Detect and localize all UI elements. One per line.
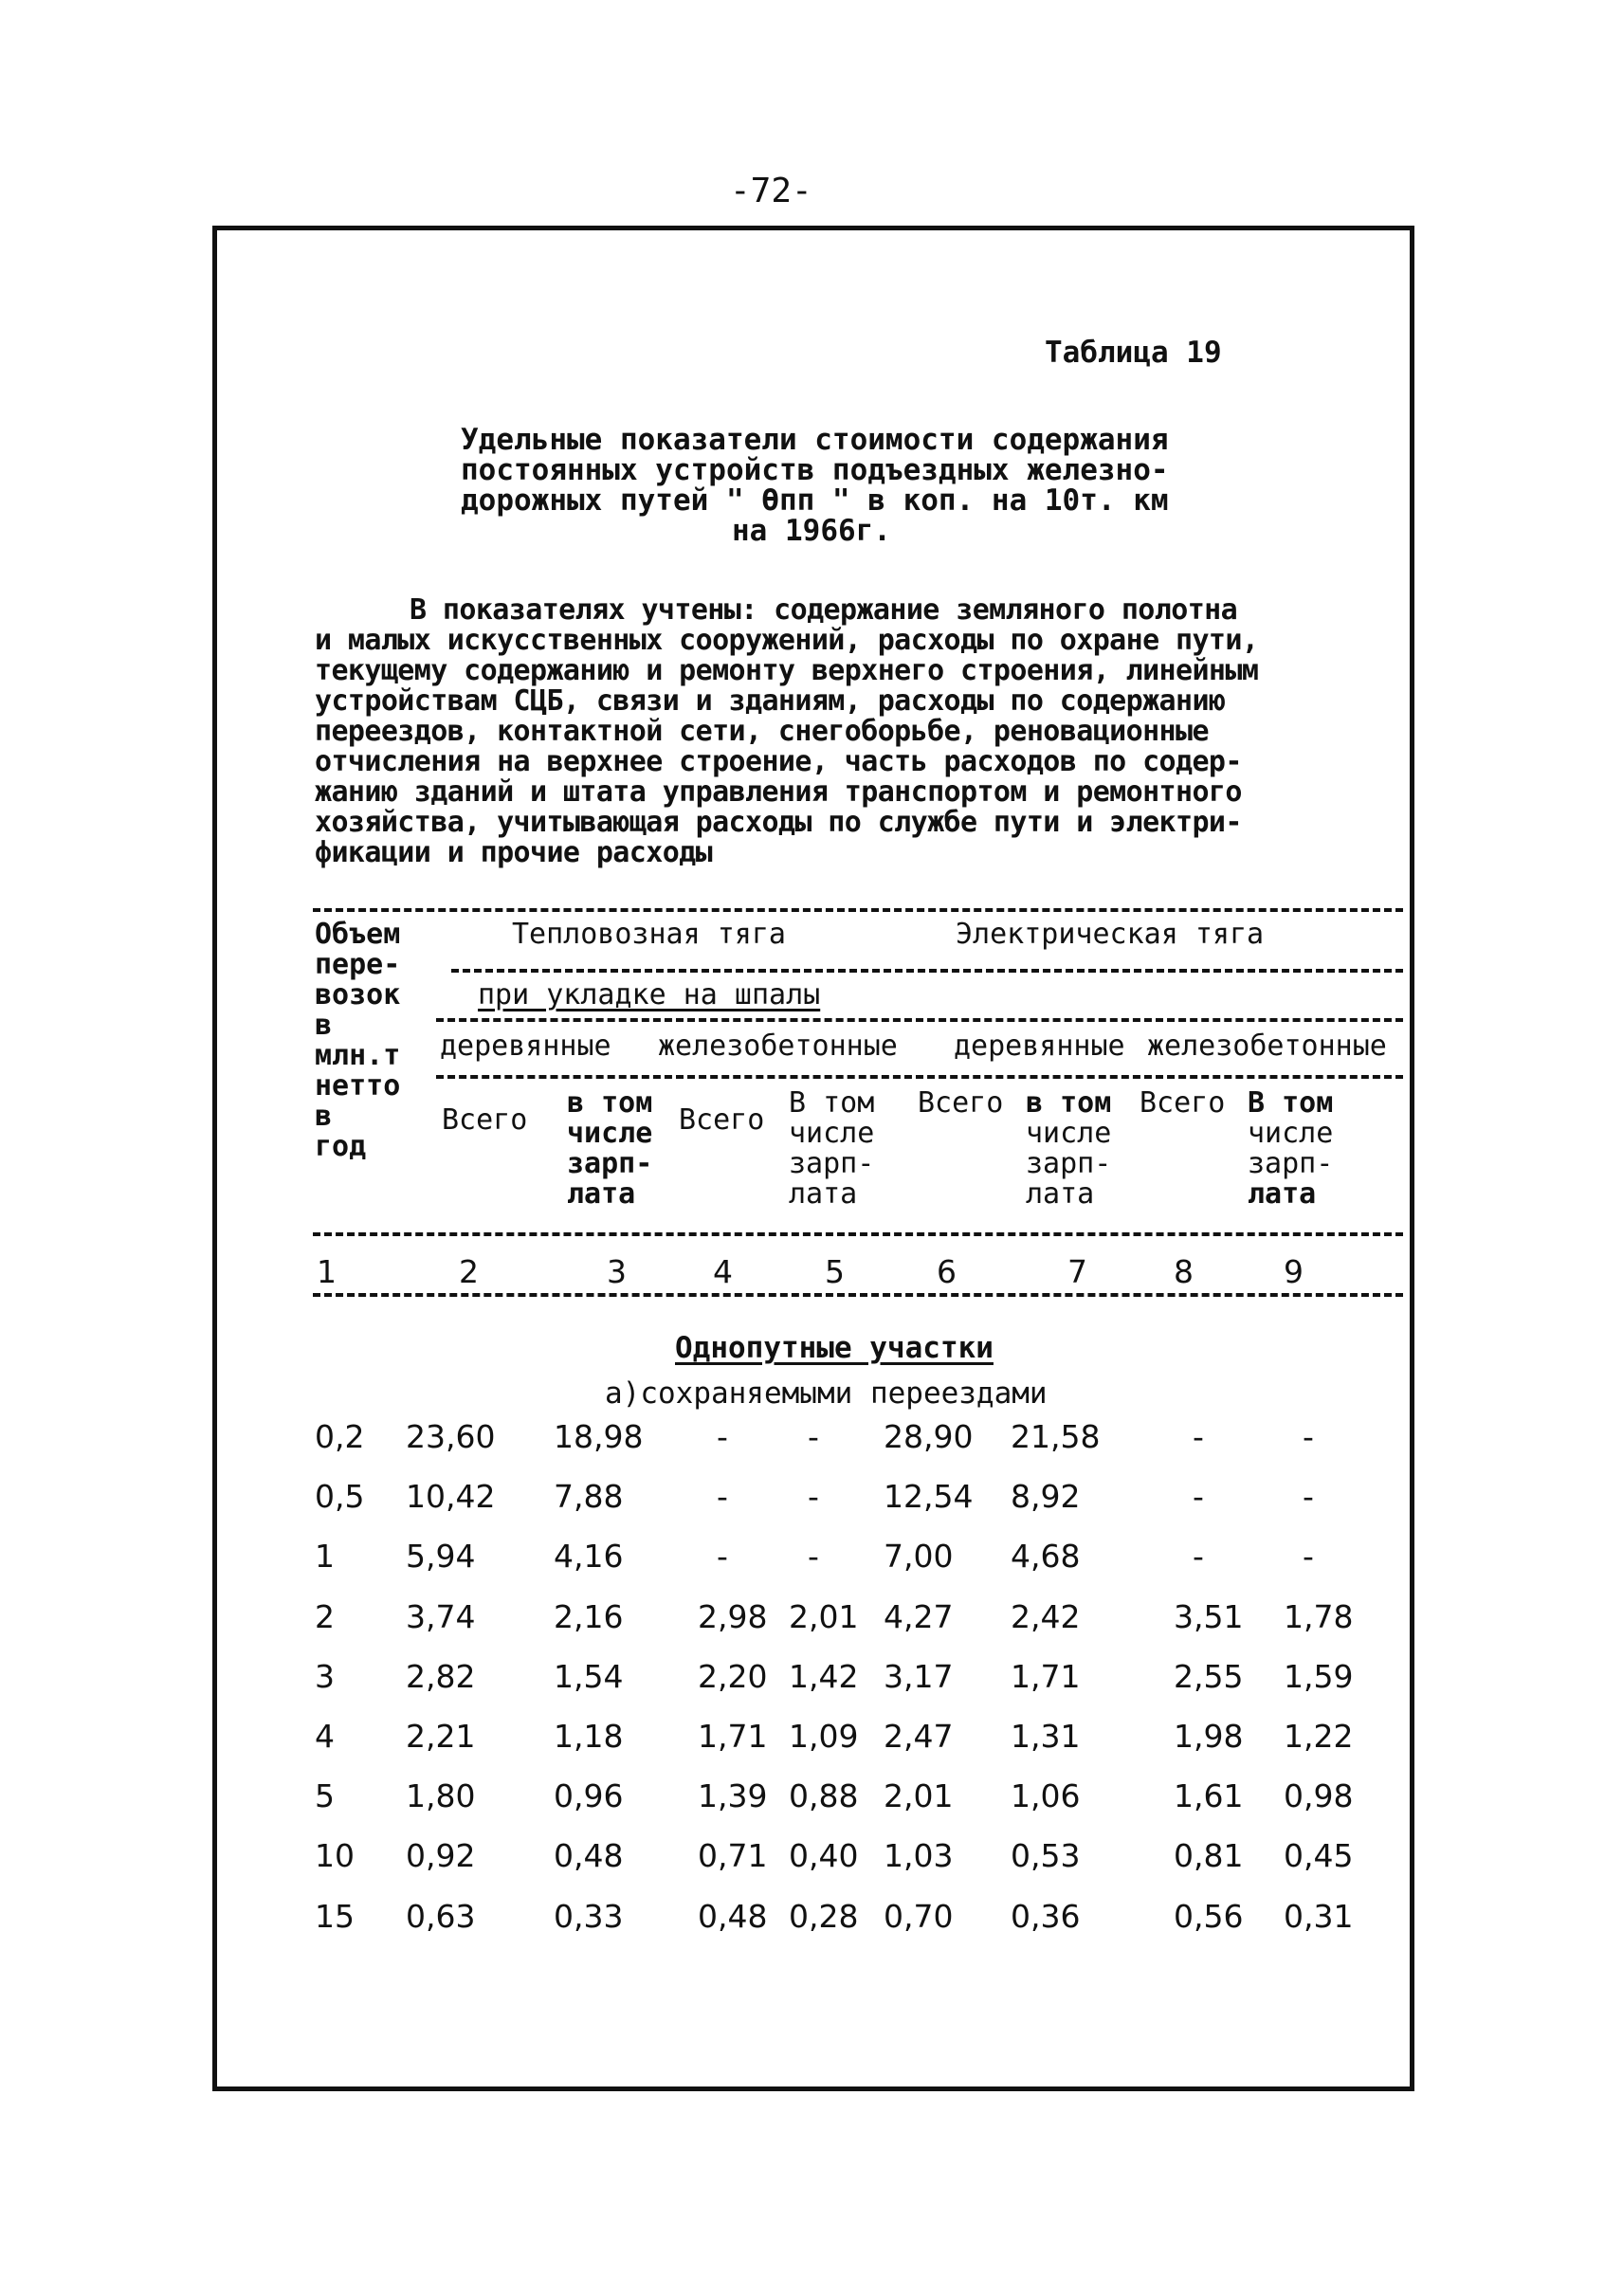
header-incl-line: в том bbox=[1026, 1086, 1112, 1120]
row-value-cell: 4,16 bbox=[554, 1538, 624, 1576]
row-value-cell: 0,81 bbox=[1174, 1837, 1244, 1875]
header-total: Всего bbox=[1140, 1086, 1226, 1120]
header-first-col-line: нетто bbox=[315, 1069, 401, 1102]
row-value-cell: 2,20 bbox=[698, 1657, 768, 1695]
column-number: 8 bbox=[1174, 1253, 1194, 1290]
table-label: Таблица 19 bbox=[1045, 336, 1222, 370]
header-thermal-traction: Тепловозная тяга bbox=[512, 918, 786, 951]
row-value-cell: - bbox=[1303, 1538, 1314, 1576]
row-value-cell: 10,42 bbox=[406, 1478, 496, 1516]
row-value-cell: 0,96 bbox=[554, 1777, 624, 1815]
row-value-cell: 2,01 bbox=[789, 1597, 859, 1635]
header-sleepers: при укладке на шпалы bbox=[478, 978, 821, 1011]
row-value-cell: 4,27 bbox=[884, 1597, 954, 1635]
row-value-cell: 1,39 bbox=[698, 1777, 768, 1815]
header-rule-top bbox=[313, 908, 1403, 912]
column-number: 7 bbox=[1067, 1253, 1087, 1290]
row-value-cell: - bbox=[808, 1478, 819, 1516]
row-value-cell: 1,61 bbox=[1174, 1777, 1244, 1815]
row-value-cell: 1,18 bbox=[554, 1718, 624, 1755]
intro-line: В показателях учтены: содержание земляного полотна bbox=[410, 593, 1238, 627]
row-value-cell: - bbox=[808, 1538, 819, 1576]
row-value-cell: - bbox=[1303, 1418, 1314, 1455]
header-first-col-line: в bbox=[315, 1009, 333, 1042]
header-first-col-line: млн.т bbox=[315, 1039, 401, 1072]
column-number: 4 bbox=[713, 1253, 733, 1290]
header-incl-line: лата bbox=[567, 1177, 636, 1211]
row-volume-cell: 1 bbox=[315, 1538, 335, 1576]
intro-line: переездов, контактной сети, снегоборьбе, реновационные bbox=[315, 715, 1209, 748]
row-value-cell: 1,22 bbox=[1284, 1718, 1354, 1755]
title-line: постоянных устройств подъездных железно- bbox=[461, 453, 1169, 487]
header-incl-line: лата bbox=[1026, 1177, 1095, 1211]
header-total: Всего bbox=[679, 1103, 765, 1137]
row-value-cell: 0,48 bbox=[554, 1837, 624, 1875]
column-number: 2 bbox=[459, 1253, 479, 1290]
row-value-cell: 0,45 bbox=[1284, 1837, 1354, 1875]
column-number: 6 bbox=[937, 1253, 957, 1290]
row-value-cell: 2,98 bbox=[698, 1597, 768, 1635]
row-value-cell: 7,00 bbox=[884, 1538, 954, 1576]
row-value-cell: 0,98 bbox=[1284, 1777, 1354, 1815]
row-value-cell: 23,60 bbox=[406, 1418, 496, 1455]
row-value-cell: 1,71 bbox=[1011, 1657, 1081, 1695]
title-line: на 1966г. bbox=[732, 514, 891, 548]
row-value-cell: 0,70 bbox=[884, 1897, 954, 1935]
row-value-cell: - bbox=[1193, 1418, 1204, 1455]
row-value-cell: 1,03 bbox=[884, 1837, 954, 1875]
header-incl-line: зарп- bbox=[1026, 1147, 1112, 1180]
page-number: -72- bbox=[730, 172, 812, 210]
header-concrete-thermal: железобетонные bbox=[658, 1030, 898, 1063]
intro-line: жанию зданий и штата управления транспортом и ремонтного bbox=[315, 775, 1242, 809]
column-numbers-rule bbox=[313, 1293, 1403, 1297]
header-rule-sleepers bbox=[436, 1018, 1403, 1022]
row-value-cell: 1,59 bbox=[1284, 1657, 1354, 1695]
row-value-cell: 2,42 bbox=[1011, 1597, 1081, 1635]
row-value-cell: 1,71 bbox=[698, 1718, 768, 1755]
row-value-cell: 0,33 bbox=[554, 1897, 624, 1935]
header-incl-line: зарп- bbox=[1248, 1147, 1334, 1180]
intro-line: устройствам СЦБ, связи и зданиям, расходы по содержанию bbox=[315, 684, 1226, 718]
row-value-cell: 0,88 bbox=[789, 1777, 859, 1815]
row-value-cell: - bbox=[1303, 1478, 1314, 1516]
header-incl-line: числе bbox=[1248, 1117, 1334, 1150]
row-value-cell: 21,58 bbox=[1011, 1418, 1101, 1455]
row-value-cell: - bbox=[808, 1418, 819, 1455]
row-value-cell: 18,98 bbox=[554, 1418, 644, 1455]
title-line: дорожных путей " Ɵпп " в коп. на 10т. км bbox=[461, 483, 1169, 518]
column-number: 1 bbox=[317, 1253, 337, 1290]
column-number: 3 bbox=[607, 1253, 627, 1290]
row-value-cell: 0,53 bbox=[1011, 1837, 1081, 1875]
row-volume-cell: 2 bbox=[315, 1597, 335, 1635]
row-volume-cell: 4 bbox=[315, 1718, 335, 1755]
row-value-cell: 2,55 bbox=[1174, 1657, 1244, 1695]
row-value-cell: 2,21 bbox=[406, 1718, 476, 1755]
row-value-cell: 1,80 bbox=[406, 1777, 476, 1815]
header-incl-line: зарп- bbox=[567, 1147, 653, 1180]
row-value-cell: 0,28 bbox=[789, 1897, 859, 1935]
row-value-cell: 7,88 bbox=[554, 1478, 624, 1516]
header-first-col-line: Объем bbox=[315, 918, 401, 951]
row-value-cell: 2,82 bbox=[406, 1657, 476, 1695]
header-rule-types bbox=[436, 1075, 1403, 1079]
header-incl-line: в том bbox=[567, 1086, 653, 1120]
row-volume-cell: 0,2 bbox=[315, 1418, 365, 1455]
row-volume-cell: 3 bbox=[315, 1657, 335, 1695]
intro-line: фикации и прочие расходы bbox=[315, 836, 713, 869]
header-incl-line: В том bbox=[1248, 1086, 1334, 1120]
row-value-cell: - bbox=[1193, 1478, 1204, 1516]
row-value-cell: 0,92 bbox=[406, 1837, 476, 1875]
row-value-cell: 2,16 bbox=[554, 1597, 624, 1635]
column-number: 9 bbox=[1284, 1253, 1304, 1290]
row-value-cell: 0,63 bbox=[406, 1897, 476, 1935]
row-value-cell: - bbox=[717, 1418, 728, 1455]
row-value-cell: 3,74 bbox=[406, 1597, 476, 1635]
row-value-cell: 0,71 bbox=[698, 1837, 768, 1875]
row-value-cell: 2,47 bbox=[884, 1718, 954, 1755]
subsection-title: а)сохраняемыми переездами bbox=[605, 1376, 1048, 1411]
row-volume-cell: 5 bbox=[315, 1777, 335, 1815]
header-incl-line: числе bbox=[567, 1117, 653, 1150]
header-incl-line: В том bbox=[789, 1086, 875, 1120]
header-incl-line: лата bbox=[789, 1177, 858, 1211]
row-value-cell: 0,31 bbox=[1284, 1897, 1354, 1935]
row-value-cell: 0,56 bbox=[1174, 1897, 1244, 1935]
row-value-cell: 12,54 bbox=[884, 1478, 974, 1516]
row-value-cell: 28,90 bbox=[884, 1418, 974, 1455]
header-wood-electric: деревянные bbox=[954, 1030, 1125, 1063]
row-value-cell: 1,42 bbox=[789, 1657, 859, 1695]
row-value-cell: 1,31 bbox=[1011, 1718, 1081, 1755]
row-value-cell: 0,40 bbox=[789, 1837, 859, 1875]
row-value-cell: 1,54 bbox=[554, 1657, 624, 1695]
intro-line: текущему содержанию и ремонту верхнего строения, линейным bbox=[315, 654, 1259, 687]
row-volume-cell: 10 bbox=[315, 1837, 355, 1875]
row-value-cell: 0,36 bbox=[1011, 1897, 1081, 1935]
row-value-cell: - bbox=[717, 1538, 728, 1576]
header-total: Всего bbox=[918, 1086, 1004, 1120]
row-value-cell: 1,06 bbox=[1011, 1777, 1081, 1815]
section-title: Однопутные участки bbox=[675, 1331, 994, 1365]
row-value-cell: 4,68 bbox=[1011, 1538, 1081, 1576]
header-incl-line: зарп- bbox=[789, 1147, 875, 1180]
row-value-cell: - bbox=[1193, 1538, 1204, 1576]
intro-line: хозяйства, учитывающая расходы по службе пути и электри- bbox=[315, 806, 1242, 839]
row-value-cell: 2,01 bbox=[884, 1777, 954, 1815]
intro-line: отчисления на верхнее строение, часть расходов по содер- bbox=[315, 745, 1242, 778]
row-volume-cell: 15 bbox=[315, 1897, 355, 1935]
row-value-cell: 3,51 bbox=[1174, 1597, 1244, 1635]
header-rule-traction bbox=[451, 969, 1403, 973]
title-line: Удельные показатели стоимости содержания bbox=[461, 423, 1169, 457]
row-value-cell: 1,78 bbox=[1284, 1597, 1354, 1635]
header-incl-line: числе bbox=[1026, 1117, 1112, 1150]
header-rule-bottom bbox=[313, 1232, 1403, 1236]
header-electric-traction: Электрическая тяга bbox=[956, 918, 1265, 951]
header-first-col-line: в bbox=[315, 1100, 333, 1133]
column-number: 5 bbox=[825, 1253, 845, 1290]
header-first-col-line: год bbox=[315, 1130, 367, 1163]
header-first-col-line: возок bbox=[315, 978, 401, 1011]
row-value-cell: 8,92 bbox=[1011, 1478, 1081, 1516]
header-concrete-electric: железобетонные bbox=[1147, 1030, 1387, 1063]
intro-line: и малых искусственных сооружений, расходы по охране пути, bbox=[315, 624, 1259, 657]
row-value-cell: - bbox=[717, 1478, 728, 1516]
row-value-cell: 3,17 bbox=[884, 1657, 954, 1695]
header-first-col-line: пере- bbox=[315, 948, 401, 981]
header-total: Всего bbox=[442, 1103, 528, 1137]
row-value-cell: 1,98 bbox=[1174, 1718, 1244, 1755]
row-value-cell: 5,94 bbox=[406, 1538, 476, 1576]
row-value-cell: 1,09 bbox=[789, 1718, 859, 1755]
row-value-cell: 0,48 bbox=[698, 1897, 768, 1935]
header-wood-thermal: деревянные bbox=[440, 1030, 611, 1063]
header-incl-line: числе bbox=[789, 1117, 875, 1150]
row-volume-cell: 0,5 bbox=[315, 1478, 365, 1516]
header-incl-line: лата bbox=[1248, 1177, 1317, 1211]
